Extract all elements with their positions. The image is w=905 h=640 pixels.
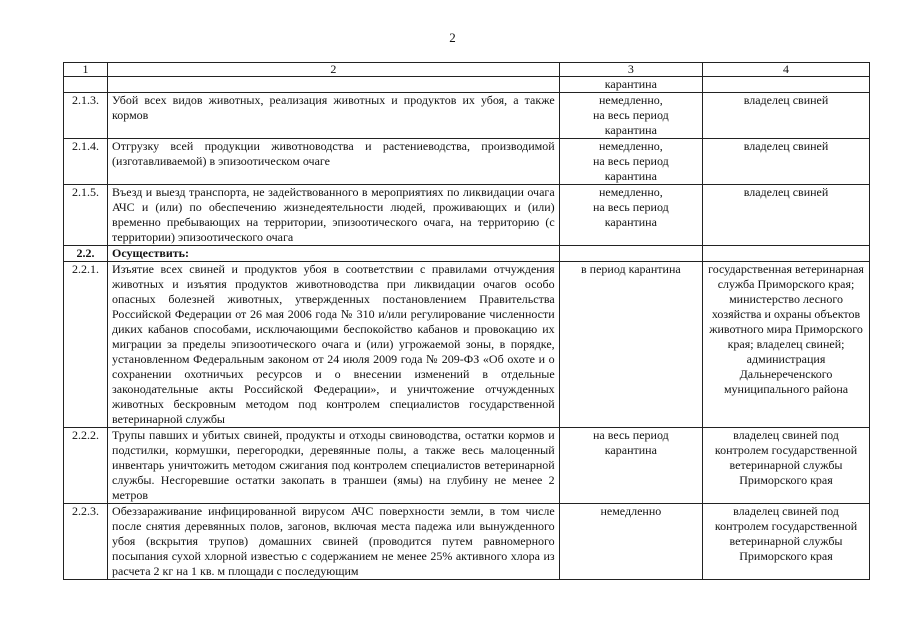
row-term: немедленно, на весь период карантина — [559, 93, 702, 139]
row-measure: Отгрузку всей продукции животноводства и растениеводства, производимой (изготавливаемой) в эпизоотическом очаге — [108, 139, 560, 185]
header-col-2: 2 — [108, 63, 560, 77]
page-number: 2 — [449, 30, 456, 45]
table-row — [64, 428, 870, 504]
table-row — [64, 185, 870, 246]
row-term — [559, 246, 702, 262]
measures-table — [63, 62, 870, 580]
row-term: немедленно — [559, 504, 702, 580]
table-row — [64, 246, 870, 262]
table-header-row — [64, 63, 870, 77]
row-number: 2.2.1. — [64, 262, 108, 428]
header-col-4: 4 — [703, 63, 870, 77]
row-responsible: владелец свиней — [703, 185, 870, 246]
table-row — [64, 262, 870, 428]
row-term: на весь период карантина — [559, 428, 702, 504]
row-term: немедленно, на весь период карантина — [559, 185, 702, 246]
row-number: 2.2. — [64, 246, 108, 262]
row-number: 2.2.2. — [64, 428, 108, 504]
row-responsible: владелец свиней — [703, 139, 870, 185]
table-row — [64, 504, 870, 580]
row-measure: Изъятие всех свиней и продуктов убоя в соответствии с правилами отчуждения животных и изъятия продуктов животноводства при ликвидации очагов особо опасных болезней животных, утвержденных постановлением Правительства Российской Федерации от 26 мая 2006 года № 310 и/или регулирование численности диких кабанов способами, исключающими беспокойство кабанов и провокацию их миграции за пределы эпизоотического очага и (или) угрожаемой зоны, в порядке, установленном Федеральным законом от 24 июля 2009 года № 209-ФЗ «Об охоте и о сохранении охотничьих ресурсов и о внесении изменений в отдельные законодательные акты Российской Федерации», и уничтожение отчужденных животных бескровным методом под контролем специалистов государственной ветеринарной службы — [108, 262, 560, 428]
row-number: 2.1.3. — [64, 93, 108, 139]
row-number: 2.2.3. — [64, 504, 108, 580]
row-responsible: владелец свиней под контролем государственной ветеринарной службы Приморского края — [703, 428, 870, 504]
row-responsible: государственная ветеринарная служба Приморского края; министерство лесного хозяйства и охраны объектов животного мира Приморского края; владелец свиней; администрация Дальнереченского муниципального района — [703, 262, 870, 428]
row-responsible — [703, 246, 870, 262]
row-number: 2.1.5. — [64, 185, 108, 246]
header-col-1: 1 — [64, 63, 108, 77]
row-responsible: владелец свиней под контролем государственной ветеринарной службы Приморского края — [703, 504, 870, 580]
continuation-resp — [703, 77, 870, 93]
continuation-row — [64, 77, 870, 93]
continuation-num — [64, 77, 108, 93]
row-number: 2.1.4. — [64, 139, 108, 185]
table-row — [64, 93, 870, 139]
table-row — [64, 139, 870, 185]
row-measure: Въезд и выезд транспорта, не задействованного в мероприятиях по ликвидации очага АЧС и (или) по обеспечению жизнедеятельности людей, проживающих и (или) временно пребывающих на территории, эпизоотического очага, на территорию (с территории) эпизоотического очага — [108, 185, 560, 246]
row-term: немедленно, на весь период карантина — [559, 139, 702, 185]
row-measure: Обеззараживание инфицированной вирусом АЧС поверхности земли, в том числе после снятия деревянных полов, загонов, включая места падежа или вынужденного убоя (вскрытия трупов) домашних свиней (проводится путем равномерного посыпания сухой хлорной известью с содержанием не менее 25% активного хлора из расчета 2 кг на 1 кв. м площади с последующим — [108, 504, 560, 580]
continuation-term: карантина — [559, 77, 702, 93]
row-term: в период карантина — [559, 262, 702, 428]
continuation-text — [108, 77, 560, 93]
header-col-3: 3 — [559, 63, 702, 77]
row-measure: Убой всех видов животных, реализация животных и продуктов их убоя, а также кормов — [108, 93, 560, 139]
row-responsible: владелец свиней — [703, 93, 870, 139]
row-measure: Трупы павших и убитых свиней, продукты и отходы свиноводства, остатки кормов и подстилки, кормушки, перегородки, деревянные полы, а также весь малоценный инвентарь уничтожить методом сжигания под контролем специалистов ветеринарной службы. Несгоревшие остатки закопать в траншеи (ямы) на глубину не менее 2 метров — [108, 428, 560, 504]
row-measure: Осуществить: — [108, 246, 560, 262]
